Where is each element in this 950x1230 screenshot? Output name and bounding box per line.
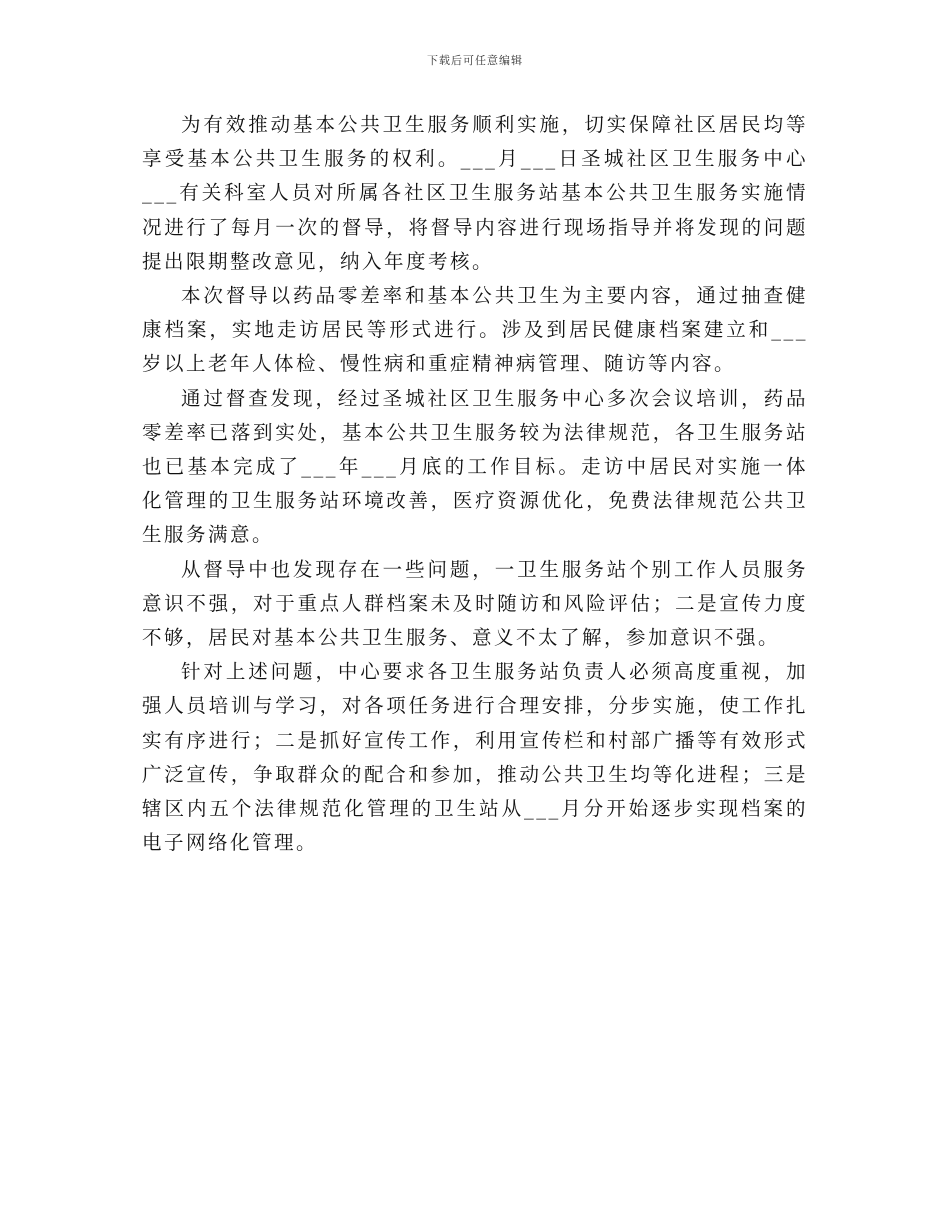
paragraph-2: 本次督导以药品零差率和基本公共卫生为主要内容，通过抽查健康档案，实地走访居民等形式进行。涉及到居民健康档案建立和___岁以上老年人体检、慢性病和重症精神病管理、随访等内容。	[142, 284, 808, 376]
document-body	[142, 108, 808, 860]
paragraph-4: 从督导中也发现存在一些问题，一卫生服务站个别工作人员服务意识不强，对于重点人群档案未及时随访和风险评估；二是宣传力度不够，居民对基本公共卫生服务、意义不太了解，参加意识不强。	[142, 557, 808, 650]
page-header: 下载后可任意编辑	[427, 54, 523, 67]
paragraph-5: 针对上述问题，中心要求各卫生服务站负责人必须高度重视，加强人员培训与学习，对各项任务进行合理安排，分步实施，使工作扎实有序进行；二是抓好宣传工作，利用宣传栏和村部广播等有效形式广泛宣传，争取群众的配合和参加，推动公共卫生均等化进程；三是辖区内五个法律规范化管理的卫生站从___月分开始逐步实现档案的电子网络化管理。	[142, 660, 808, 855]
paragraph-1: 为有效推动基本公共卫生服务顺利实施，切实保障社区居民均等享受基本公共卫生服务的权利。___月___日圣城社区卫生服务中心___有关科室人员对所属各社区卫生服务站基本公共卫生服务实施情况进行了每月一次的督导，将督导内容进行现场指导并将发现的问题提出限期整改意见，纳入年度考核。	[142, 113, 808, 273]
paragraph-3: 通过督查发现，经过圣城社区卫生服务中心多次会议培训，药品零差率已落到实处，基本公共卫生服务较为法律规范，各卫生服务站也已基本完成了___年___月底的工作目标。走访中居民对实施一体化管理的卫生服务站环境改善，医疗资源优化，免费法律规范公共卫生服务满意。	[142, 386, 808, 547]
